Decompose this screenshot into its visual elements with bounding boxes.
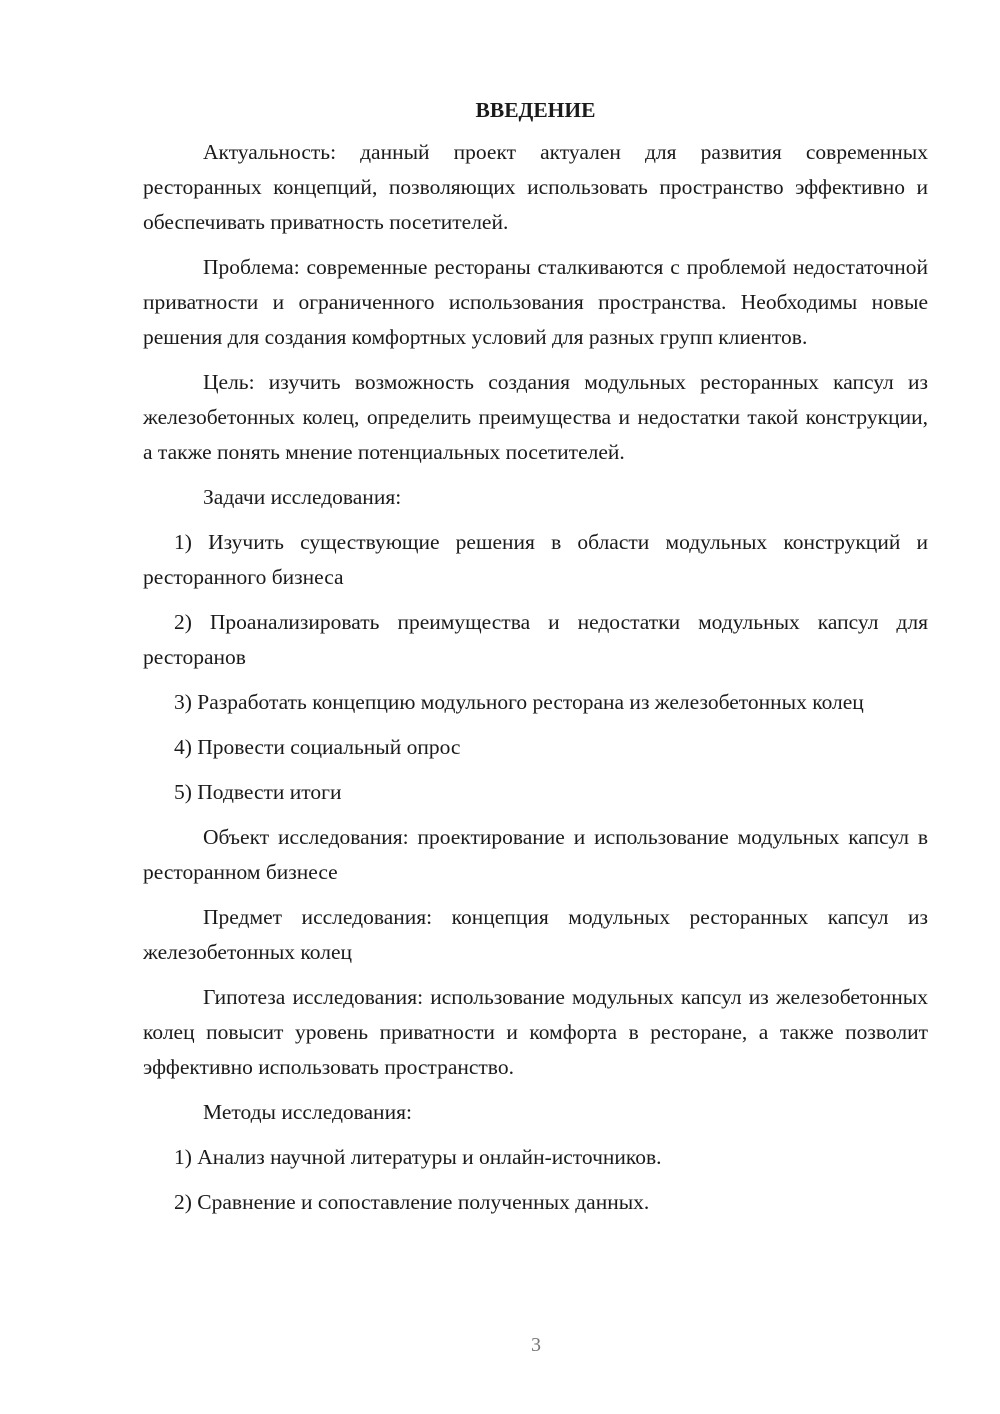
paragraph-relevance: Актуальность: данный проект актуален для развития современных ресторанных концепций, позволяющих использовать пространство эффективно и обеспечивать приватность посетителей. — [143, 140, 928, 234]
paragraph-goal: Цель: изучить возможность создания модульных ресторанных капсул из железобетонных колец, определить преимущества и недостатки такой конструкции, а также понять мнение потенциальных посетителей. — [143, 370, 928, 464]
task-item: 3) Разработать концепцию модульного ресторана из железобетонных колец — [174, 690, 864, 714]
methods-heading: Методы исследования: — [203, 1100, 412, 1124]
tasks-heading: Задачи исследования: — [203, 485, 402, 509]
task-item: 2) Проанализировать преимущества и недостатки модульных капсул для ресторанов — [143, 610, 928, 669]
task-item: 4) Провести социальный опрос — [174, 735, 461, 759]
page-number: 3 — [531, 1334, 541, 1356]
page-title: ВВЕДЕНИЕ — [475, 98, 596, 122]
paragraph-problem: Проблема: современные рестораны сталкиваются с проблемой недостаточной приватности и ограниченного использования пространства. Необходимы новые решения для создания комфортных условий для разных групп клиентов. — [143, 255, 928, 349]
task-item: 1) Изучить существующие решения в области модульных конструкций и ресторанного бизнеса — [143, 530, 928, 589]
paragraph-hypothesis: Гипотеза исследования: использование модульных капсул из железобетонных колец повысит уровень приватности и комфорта в ресторане, а также позволит эффективно использовать пространство. — [143, 985, 928, 1079]
paragraph-object: Объект исследования: проектирование и использование модульных капсул в ресторанном бизнесе — [143, 825, 928, 884]
page-content — [143, 96, 928, 1230]
paragraph-subject: Предмет исследования: концепция модульных ресторанных капсул из железобетонных колец — [143, 905, 928, 964]
method-item: 2) Сравнение и сопоставление полученных данных. — [174, 1190, 650, 1214]
task-item: 5) Подвести итоги — [174, 780, 342, 804]
method-item: 1) Анализ научной литературы и онлайн-источников. — [174, 1145, 662, 1169]
